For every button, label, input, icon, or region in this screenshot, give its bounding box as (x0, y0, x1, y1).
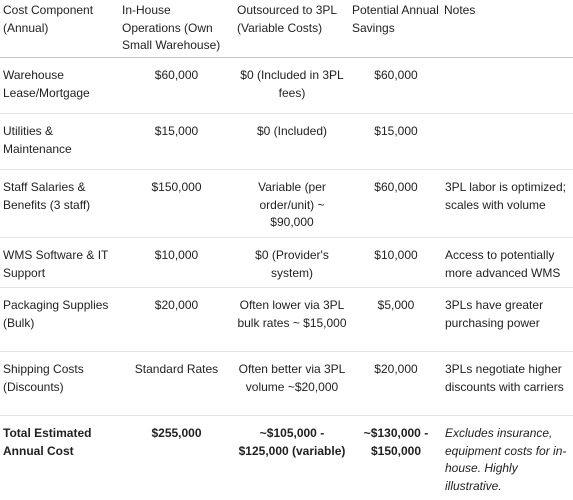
cell-outsourced: $0 (Provider's system) (234, 238, 350, 288)
total-component: Total Estimated Annual Cost (0, 416, 119, 500)
cell-notes (442, 114, 573, 170)
cell-component: Packaging Supplies (Bulk) (0, 288, 119, 352)
cell-component: Shipping Costs (Discounts) (0, 352, 119, 416)
cell-outsourced: Variable (per order/unit) ~ $90,000 (234, 170, 350, 238)
table-row (0, 170, 573, 238)
cell-savings: $60,000 (350, 170, 442, 238)
cell-outsourced: $0 (Included) (234, 114, 350, 170)
table-row (0, 352, 573, 416)
table-body (0, 58, 573, 500)
table-row (0, 238, 573, 288)
cell-in-house: $20,000 (119, 288, 234, 352)
total-savings: ~$130,000 - $150,000 (350, 416, 442, 500)
cell-savings: $20,000 (350, 352, 442, 416)
header-in-house: In-House Operations (Own Small Warehouse) (119, 0, 234, 58)
table-row (0, 288, 573, 352)
cell-notes: 3PLs negotiate higher discounts with carriers (442, 352, 573, 416)
header-savings: Potential Annual Savings (350, 0, 442, 58)
table-row (0, 58, 573, 114)
header-outsourced: Outsourced to 3PL (Variable Costs) (234, 0, 350, 58)
table-row (0, 114, 573, 170)
cell-component: Staff Salaries & Benefits (3 staff) (0, 170, 119, 238)
header-notes: Notes (442, 0, 573, 58)
total-row (0, 416, 573, 500)
cell-savings: $5,000 (350, 288, 442, 352)
cell-notes: Access to potentially more advanced WMS (442, 238, 573, 288)
cell-in-house: $15,000 (119, 114, 234, 170)
cell-outsourced: $0 (Included in 3PL fees) (234, 58, 350, 114)
cell-savings: $15,000 (350, 114, 442, 170)
cell-in-house: $60,000 (119, 58, 234, 114)
cell-component: WMS Software & IT Support (0, 238, 119, 288)
table-header (0, 0, 573, 58)
header-cost-component: Cost Component (Annual) (0, 0, 119, 58)
cell-component: Warehouse Lease/Mortgage (0, 58, 119, 114)
cell-notes: 3PL labor is optimized; scales with volume (442, 170, 573, 238)
total-in-house: $255,000 (119, 416, 234, 500)
cell-savings: $60,000 (350, 58, 442, 114)
cell-outsourced: Often better via 3PL volume ~$20,000 (234, 352, 350, 416)
cell-savings: $10,000 (350, 238, 442, 288)
cell-component: Utilities & Maintenance (0, 114, 119, 170)
cell-in-house: Standard Rates (119, 352, 234, 416)
cell-outsourced: Often lower via 3PL bulk rates ~ $15,000 (234, 288, 350, 352)
total-outsourced: ~$105,000 - $125,000 (variable) (234, 416, 350, 500)
total-notes: Excludes insurance, equipment costs for in-house. Highly illustrative. (442, 416, 573, 500)
cell-in-house: $10,000 (119, 238, 234, 288)
cell-in-house: $150,000 (119, 170, 234, 238)
header-row (0, 0, 573, 58)
cell-notes (442, 58, 573, 114)
cell-notes: 3PLs have greater purchasing power (442, 288, 573, 352)
